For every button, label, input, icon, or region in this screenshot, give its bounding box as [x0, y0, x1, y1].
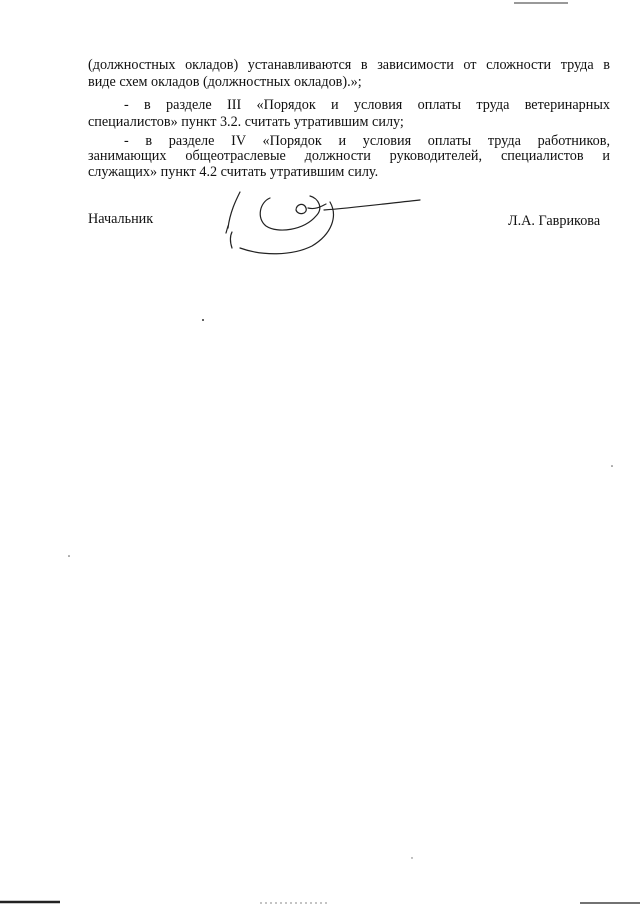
- handwritten-signature: [212, 186, 432, 266]
- body-line-4: специалистов» пункт 3.2. считать утратившим силу;: [88, 114, 404, 130]
- body-line-7: служащих» пункт 4.2 считать утратившим силу.: [88, 164, 379, 180]
- body-line-3: - в разделе III «Порядок и условия оплаты труда ветеринарных: [124, 97, 610, 113]
- body-line-2: виде схем окладов (должностных окладов).»;: [88, 74, 362, 90]
- body-line-6: занимающих общеотраслевые должности руководителей, специалистов и: [88, 148, 610, 164]
- signatory-name: Л.А. Гаврикова: [508, 213, 601, 229]
- position-title: Начальник: [88, 211, 154, 227]
- body-line-5: - в разделе IV «Порядок и условия оплаты труда работников,: [124, 133, 610, 149]
- body-line-1: (должностных окладов) устанавливаются в зависимости от сложности труда в: [88, 57, 610, 73]
